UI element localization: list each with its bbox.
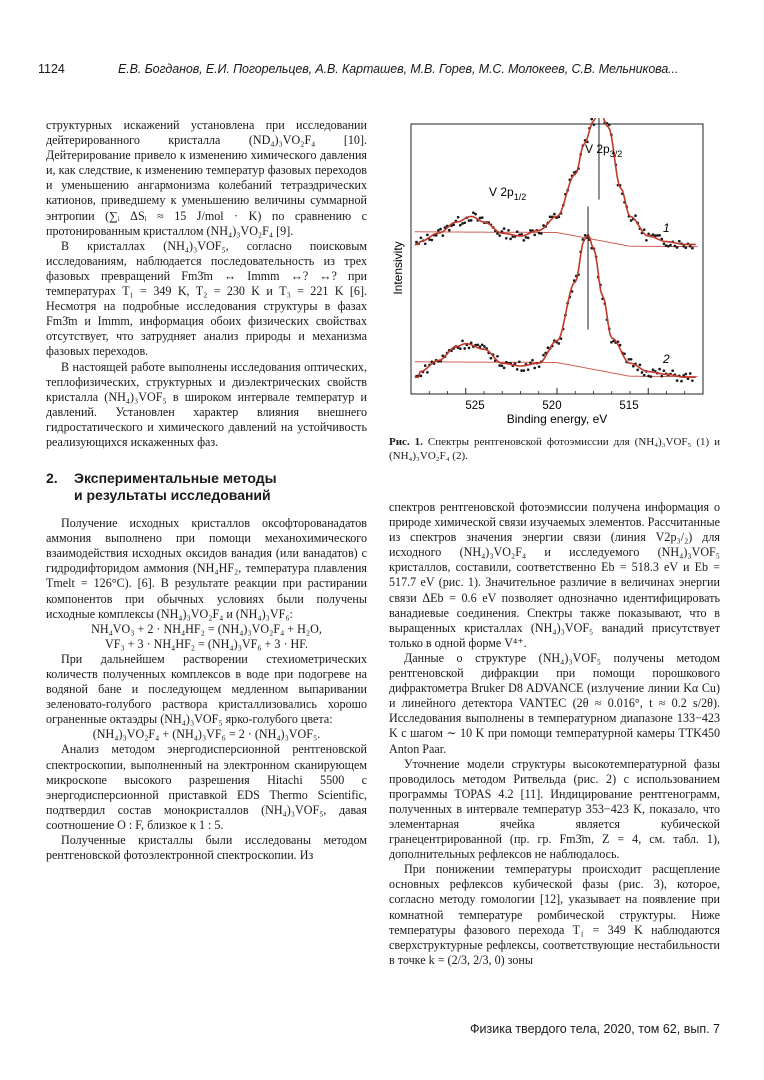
data-point <box>540 232 543 235</box>
fit-line-1 <box>415 118 696 244</box>
data-point <box>522 239 525 242</box>
data-point <box>420 375 423 378</box>
data-point <box>632 365 635 368</box>
page-number: 1124 <box>38 62 65 76</box>
data-point <box>430 239 433 242</box>
data-point <box>636 369 639 372</box>
data-point <box>645 239 648 242</box>
background-line-2 <box>415 362 698 377</box>
data-point <box>420 236 423 239</box>
data-point <box>470 219 473 222</box>
data-point <box>663 242 666 245</box>
data-point <box>448 229 451 232</box>
running-header-authors: Е.В. Богданов, Е.И. Погорельцев, А.В. Карташев, М.В. Горев, М.С. Молокеев, С.В. Мельникова... <box>118 62 679 76</box>
data-point <box>639 364 642 367</box>
data-point <box>503 227 506 230</box>
data-point <box>509 238 512 241</box>
data-point <box>660 375 663 378</box>
data-point <box>457 216 460 219</box>
data-point <box>641 371 644 374</box>
data-point <box>689 372 692 375</box>
data-point <box>505 237 508 240</box>
section-title-line-1: Экспериментальные методы <box>74 470 277 487</box>
data-point <box>538 365 541 368</box>
data-point <box>483 345 486 348</box>
data-point <box>463 221 466 224</box>
equation: VF₃ + 3 · NH₄HF₂ = (NH₄)₃VF₆ + 3 · HF. <box>104 636 309 651</box>
data-point <box>647 232 650 235</box>
data-point <box>669 244 672 247</box>
data-point <box>461 340 464 343</box>
data-point <box>671 369 674 372</box>
data-point <box>663 369 666 372</box>
paragraph: Полученные кристаллы были исследованы методом рентгеновской фотоэлектронной спектроскопии. Из <box>46 833 367 863</box>
background-line-1 <box>415 232 698 247</box>
data-point <box>518 360 521 363</box>
left-column <box>46 118 367 863</box>
data-point <box>678 240 681 243</box>
data-point <box>590 118 593 120</box>
data-point <box>630 219 633 222</box>
data-point <box>481 343 484 346</box>
peak-label-v2p32: V $2p_{3/2}$ <box>585 142 623 159</box>
equation: (NH₄)₃VO₂F₄ + (NH₄)₃VF₆ = 2 · (NH₄)₃VOF₅. <box>92 727 321 742</box>
data-point <box>533 234 536 237</box>
data-point <box>658 234 661 237</box>
caption-text: Спектры рентгеновской фотоэмиссии для (NH₄)₃VOF₅ (1) и (NH₄)₃VO₂F₄ (2). <box>389 436 721 462</box>
data-point <box>516 230 519 233</box>
paragraph: В кристаллах (NH₄)₃VOF₅, согласно поисковым исследованиям, наблюдается последовательность из трех фазовых превращений Fm3̄m ↔ Immm ↔? ↔? при температурах T₁ = 349 K, T₂ = 230 K и T₃ = 221 K [6]. Несмотря на подробные исследования структуры в фазах Fm3̄m и Immm, информация обоих физических свойствах отсутствует, что затрудняет анализ природы и механизма фазовых переходов. <box>46 238 367 359</box>
data-point <box>684 246 687 249</box>
data-point <box>426 234 429 237</box>
section-title-line-2: и результаты исследований <box>74 487 271 504</box>
data-point <box>468 347 471 350</box>
data-point <box>498 234 501 237</box>
data-point <box>522 369 525 372</box>
data-point <box>501 364 504 367</box>
paragraph: В настоящей работе выполнены исследования оптических, теплофизических, структурных и диэлектрических свойств кристалла (NH₄)₃VOF₅ в широком интервале температур и давлений. Установлен характер влияния внешнего гидростатического и химического давлений на устойчивость реализующихся искаженных фаз. <box>46 359 367 449</box>
data-point <box>424 364 427 367</box>
data-point <box>439 228 442 231</box>
data-point <box>533 367 536 370</box>
data-point <box>463 347 466 350</box>
caption-lead: Рис. 1. <box>389 436 423 448</box>
tick-label: 525 <box>465 400 485 412</box>
right-column <box>389 500 720 968</box>
paragraph: При дальнейшем растворении стехиометрических количеств полученных комплексов в воде при подогреве на водяной бане и последующем медленном выпаривании зеленовато-голубого раствора кристаллизовались хорошо ограненные октаэдры (NH₄)₃VOF₅ ярко-голубого цвета: <box>46 651 367 727</box>
figure-caption <box>389 435 720 463</box>
data-point <box>531 359 534 362</box>
data-point <box>507 229 510 232</box>
journal-footer: Физика твердого тела, 2020, том 62, вып. 7 <box>470 1022 720 1036</box>
fit-line-2 <box>415 234 696 377</box>
data-point <box>459 224 462 227</box>
data-point <box>476 343 479 346</box>
peak-label-v2p12: V $2p_{1/2}$ <box>489 185 527 202</box>
data-point <box>481 216 484 219</box>
data-point <box>426 371 429 374</box>
y-axis-label: Intensivity <box>391 241 405 295</box>
data-point <box>490 357 493 360</box>
data-point <box>643 228 646 231</box>
data-point <box>649 375 652 378</box>
paragraph: Получение исходных кристаллов оксофторованадатов аммония выполнено при помощи механохимического взаимодействия исходных оксидов ванадия (или ванадатов) с гидродифторидом аммония (NH₄HF₂, температура плавления Tmelt = 126°C). [6]. В результате реакции при растирании компонентов при обычных условиях были получены исходные комплексы (NH₄)₃VO₂F₄ и (NH₄)₃VF₆: <box>46 516 367 621</box>
data-point <box>691 379 694 382</box>
data-point <box>474 213 477 216</box>
data-point <box>424 242 427 245</box>
data-point <box>557 342 560 345</box>
plot-frame <box>411 124 703 394</box>
data-point <box>630 358 633 361</box>
data-point <box>553 213 556 216</box>
x-axis-label: Binding energy, eV <box>506 412 608 426</box>
curve-label-1: 1 <box>663 221 670 235</box>
tick-label: 520 <box>542 400 562 412</box>
data-point <box>684 373 687 376</box>
data-point <box>643 374 646 377</box>
data-point <box>658 368 661 371</box>
data-point <box>415 241 418 244</box>
data-point <box>676 246 679 249</box>
data-point <box>441 234 444 237</box>
data-point <box>680 380 683 383</box>
data-point <box>593 123 596 126</box>
data-point <box>634 214 637 217</box>
data-point <box>516 368 519 371</box>
curve-label-2: 2 <box>663 352 670 366</box>
section-number: 2. <box>46 470 58 487</box>
data-point <box>691 247 694 250</box>
data-point <box>542 354 545 357</box>
paragraph: Уточнение модели структуры высокотемпературной фазы проводилось методом Ритвельда (рис. 2) с использованием программы TOPAS 4.2 [11]. Индицирование рентгенограмм, полученных в интервале температур 353−423 K, показало, что элементарная ячейка является кубической гранецентрированной (пр. гр. Fm3̄m, Z = 4, см. табл. 1), дополнительных рефлексов не наблюдалось. <box>389 756 720 862</box>
paragraph-continuation: структурных искажений установлена при исследовании дейтерированного кристалла (ND₄)₃VO₂F₄ [10]. Дейтерирование привело к изменению химического давления и, как следствие, к изменению температур фазовых переходов и уменьшению ангармонизма колебаний тетраэдрических катионов, приведшему к уменьшению величины суммарной энтропии (∑ᵢ ΔSᵢ ≈ 15 J/mol · K) по сравнению с протонированным кристаллом (NH₄)₃VO₂F₄ [9]. <box>46 118 367 238</box>
data-point <box>608 123 611 126</box>
xps-spectra-figure <box>389 118 709 430</box>
data-point <box>674 245 677 248</box>
section-heading <box>46 470 367 504</box>
paragraph: При понижении температуры происходит расщепление основных рефлексов кубической фазы (рис. 3), которое, согласно методу гомологии [12], указывает на появление при комнатной температуре ромбической структуры. Ниже температуры фазового перехода T₁ = 349 K наблюдаются сверхструктурные рефлексы, соответствующие нестабильности в точке k = (2/3, 2/3, 0) зоны <box>389 862 720 967</box>
equation: NH₄VO₃ + 2 · NH₄HF₂ = (NH₄)₃VO₂F₄ + H₂O, <box>91 621 322 636</box>
data-point <box>459 347 462 350</box>
data-point <box>527 368 530 371</box>
data-point <box>676 379 679 382</box>
paragraph: Данные о структуре (NH₄)₃VOF₅ получены методом рентгеновской дифракции при помощи порошкового дифрактометра Bruker D8 ADVANCE (излучение линии Kα Cu) и линейного детектора VANTEC (2θ ≈ 0.016°, t ≈ 0.2 s/2θ). Исследования выполнены в температурном диапазоне 133−423 K с шагом ∼ 10 K при помощи температурной камеры TTK450 Anton Paar. <box>389 650 720 756</box>
data-point <box>527 237 530 240</box>
paragraph-continuation: спектров рентгеновской фотоэмиссии получена информация о природе химической связи изучаемых элементов. Рассчитанные из спектров значения энергии связи (линия V2p₃/₂) для исходного (NH₄)₃VO₂F₄ и исследуемого (NH₄)₃VOF₅ кристаллов, составили, соответственно Eb = 518.3 eV и Eb = 517.7 eV (рис. 1). Значительное различие в величинах энергии связи ΔEb = 0.6 eV позволяет однозначно идентифицировать ванадиевые соединения. Спектры также показывают, что в выращенных кристаллах (NH₄)₃VOF₅ ванадий присутствует только в одной форме V⁴⁺. <box>389 500 720 650</box>
data-point <box>503 367 506 370</box>
data-point <box>496 355 499 358</box>
tick-label: 515 <box>619 400 639 412</box>
data-point <box>652 368 655 371</box>
paragraph: Анализ методом энергодисперсионной рентгеновской спектроскопии, выполненный на электронном сканирующем микроскопе высокого разрешения Hitachi 5500 с энергодисперсионной приставкой EDS Thermo Scientific, подтвердил состав монокристаллов (NH₄)₃VOF₅, давая соотношение O : F, близкое к 1 : 5. <box>46 742 367 832</box>
